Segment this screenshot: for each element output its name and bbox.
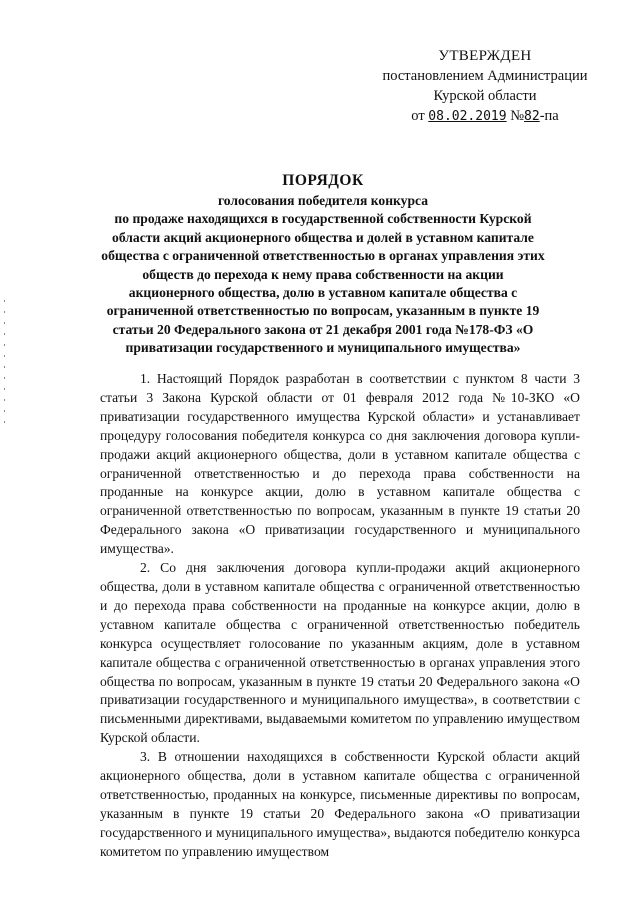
approved-label: УТВЕРЖДЕН — [438, 48, 532, 64]
document-subtitle: голосования победителя конкурса по продаже находящихся в государственной собственности Курской области акций акционерного общества и долей в уставном капитале общества с ограниченной ответственностью в органах управления этих обществ до перехода к нему права собственности на акции акционерного общества, долю в уставном капитале общества с ограниченной ответственностью по вопросам, указанным в пункте 19 статьи 20 Федерального закона от 21 декабря 2001 года №178-ФЗ «О приватизации государственного и муниципального имущества» — [101, 193, 545, 356]
approval-line-1: постановлением Администрации — [382, 68, 588, 84]
number-sign: № — [510, 108, 525, 124]
paragraph-2: 2. Со дня заключения договора купли-продажи акций акционерного общества, доли в уставном капитале общества с ограниченной ответственностью и до перехода права собственности на проданные на конкурсе акции, долю в уставном капитале общества с ограниченной ответственностью победитель конкурса осуществляет голосование по указанным акциям, доле в уставном капитале общества с ограниченной ответственностью в органах управления этого общества по вопросам, указанным в пункте 19 статьи 20 Федерального закона «О приватизации государственного и муниципального имущества», в соответствии с письменными директивами, выдаваемыми комитетом по управлению имуществом Курской области. — [100, 560, 580, 746]
document-heading — [98, 172, 548, 358]
document-title: ПОРЯДОК — [282, 172, 364, 189]
approval-date: 08.02.2019 — [428, 109, 507, 124]
approval-number: 82 — [524, 109, 540, 124]
approval-stamp — [365, 46, 605, 127]
number-suffix: -па — [539, 108, 559, 124]
paragraph-1: 1. Настоящий Порядок разработан в соответствии с пунктом 8 части 3 статьи 3 Закона Курской области от 01 февраля 2012 года №10-ЗКО «О приватизации государственного имущества Курской области» и устанавливает процедуру голосования победителя конкурса со дня заключения договора купли-продажи акций акционерного общества, доли в уставном капитале общества с ограниченной ответственностью и до перехода права собственности на проданные на конкурсе акции, долю в уставном капитале общества с ограниченной ответственностью по вопросам, указанным в пункте 19 статьи 20 Федерального закона «О приватизации государственного и муниципального имущества». — [100, 371, 580, 557]
document-body — [100, 370, 580, 862]
date-prefix: от — [411, 108, 425, 124]
approval-line-2: Курской области — [433, 88, 537, 104]
paragraph-3: 3. В отношении находящихся в собственности Курской области акций акционерного общества, доли в уставном капитале общества с ограниченной ответственностью, проданных на конкурсе, письменные директивы по вопросам, указанным в пункте 19 статьи 20 Федерального закона «О приватизации государственного и муниципального имущества», выдаются победителю конкурса комитетом по управлению имуществом — [100, 749, 580, 859]
approval-date-line — [365, 106, 605, 127]
scan-margin-marks — [4, 300, 6, 440]
